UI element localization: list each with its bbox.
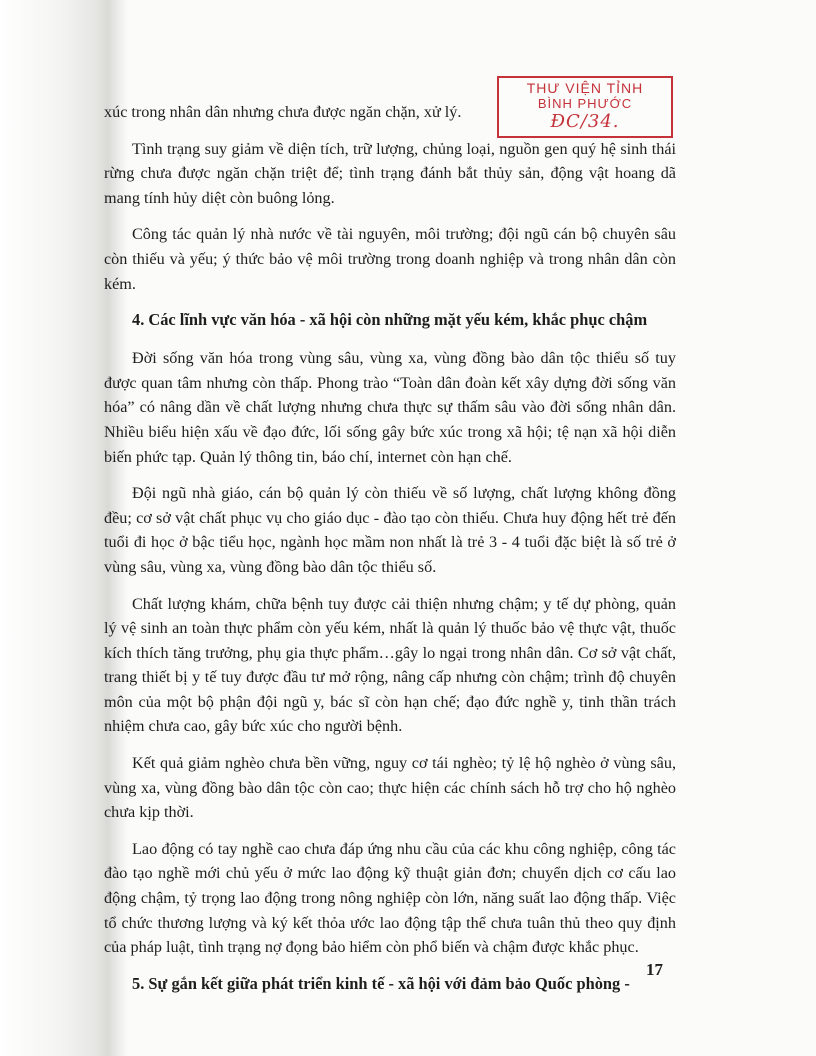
stamp-line-1: THƯ VIỆN TỈNH bbox=[526, 80, 644, 96]
page-body bbox=[104, 100, 676, 1010]
stamp-line-2: BÌNH PHƯỚC bbox=[537, 96, 633, 111]
paragraph: Lao động có tay nghề cao chưa đáp ứng nhu cầu của các khu công nghiệp, công tác đào tạo nghề mới chủ yếu ở mức lao động kỹ thuật giản đơn; chuyển dịch cơ cấu lao động chậm, tỷ trọng lao động trong nông nghiệp còn lớn, năng suất lao động thấp. Việc tổ chức thương lượng và ký kết thỏa ước lao động tập thể chưa tuân thủ theo quy định của pháp luật, tình trạng nợ đọng bảo hiểm còn phổ biến và chậm được khắc phục. bbox=[104, 839, 676, 957]
paragraph: Kết quả giảm nghèo chưa bền vững, nguy cơ tái nghèo; tỷ lệ hộ nghèo ở vùng sâu, vùng xa, vùng đồng bào dân tộc còn cao; thực hiện các chính sách hỗ trợ cho hộ nghèo chưa kịp thời. bbox=[104, 754, 676, 822]
section-heading-4: 4. Các lĩnh vực văn hóa - xã hội còn những mặt yếu kém, khắc phục chậm bbox=[132, 310, 648, 330]
paragraph: Công tác quản lý nhà nước về tài nguyên, môi trường; đội ngũ cán bộ chuyên sâu còn thiếu và yếu; ý thức bảo vệ môi trường trong doanh nghiệp và trong nhân dân còn kém. bbox=[104, 225, 676, 293]
paragraph-continued: xúc trong nhân dân nhưng chưa được ngăn chặn, xử lý. bbox=[104, 103, 462, 121]
paragraph: Đội ngũ nhà giáo, cán bộ quản lý còn thiếu về số lượng, chất lượng không đồng đều; cơ sở vật chất phục vụ cho giáo dục - đào tạo còn thiếu. Chưa huy động hết trẻ đến tuổi đi học ở bậc tiểu học, ngành học mầm non nhất là trẻ 3 - 4 tuổi đặc biệt là số trẻ ở vùng sâu, vùng xa, vùng đồng bào dân tộc thiểu số. bbox=[104, 484, 676, 576]
paragraph: Chất lượng khám, chữa bệnh tuy được cải thiện nhưng chậm; y tế dự phòng, quản lý vệ sinh an toàn thực phẩm còn yếu kém, nhất là quản lý thuốc bảo vệ thực vật, thuốc kích thích tăng trưởng, phụ gia thực phẩm…gây lo ngại trong nhân dân. Cơ sở vật chất, trang thiết bị y tế tuy được đầu tư mở rộng, nâng cấp nhưng còn chậm; trình độ chuyên môn của một bộ phận đội ngũ y, bác sĩ còn hạn chế; đạo đức nghề y, tinh thần trách nhiệm chưa cao, gây bức xúc cho người bệnh. bbox=[104, 594, 676, 736]
paragraph: Đời sống văn hóa trong vùng sâu, vùng xa, vùng đồng bào dân tộc thiểu số tuy được quan tâm nhưng còn thấp. Phong trào “Toàn dân đoàn kết xây dựng đời sống văn hóa” có nâng dần về chất lượng nhưng chưa thực sự thấm sâu vào đời sống nhân dân. Nhiều biểu hiện xấu về đạo đức, lối sống gây bức xúc trong xã hội; tệ nạn xã hội diễn biến phức tạp. Quản lý thông tin, báo chí, internet còn hạn chế. bbox=[104, 349, 676, 466]
section-heading-5: 5. Sự gắn kết giữa phát triển kinh tế - xã hội với đảm bảo Quốc phòng - bbox=[132, 973, 630, 993]
stamp-code: ĐC/34. bbox=[550, 111, 620, 132]
paragraph: Tình trạng suy giảm về diện tích, trữ lượng, chủng loại, nguồn gen quý hệ sinh thái rừng chưa được ngăn chặn triệt để; tình trạng đánh bắt thủy sản, động vật hoang dã mang tính hủy diệt còn buông lỏng. bbox=[104, 139, 676, 207]
page-number: 17 bbox=[646, 960, 663, 979]
